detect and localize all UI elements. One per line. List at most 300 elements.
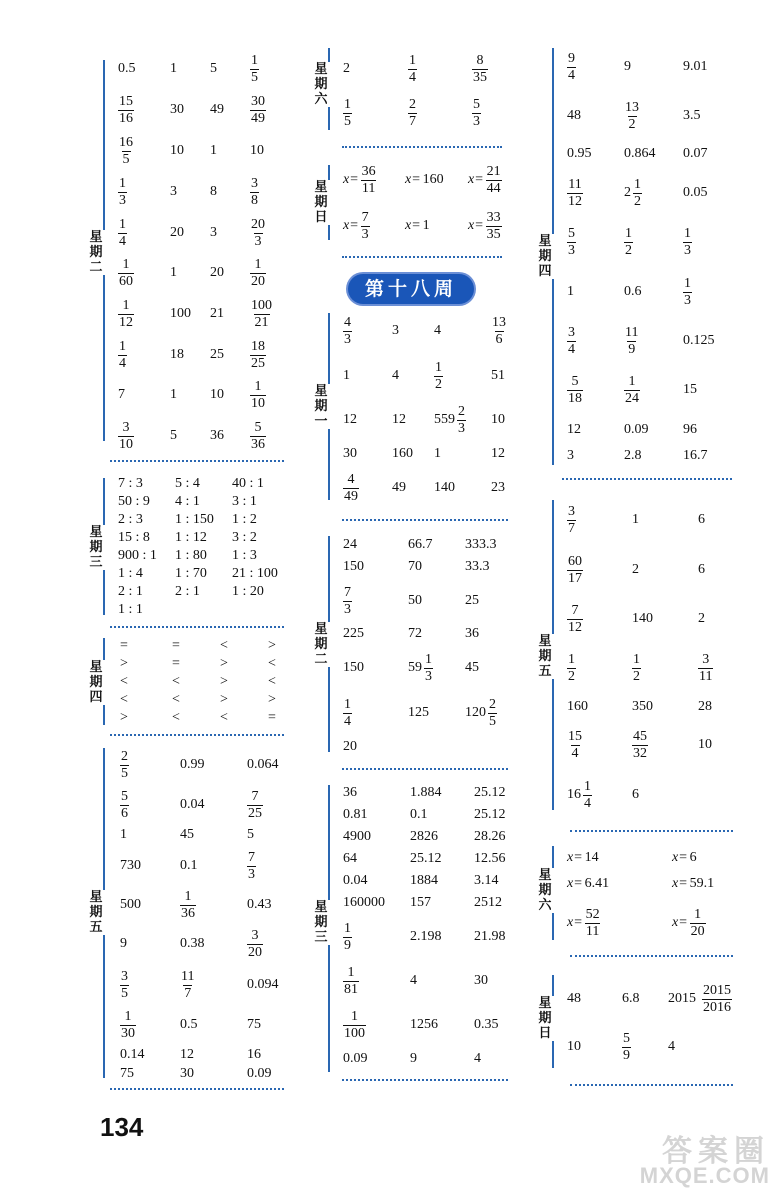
- answer-text: 1.884: [410, 785, 442, 800]
- fraction-denominator: 4: [409, 69, 416, 85]
- day-label: 星 期 五: [536, 634, 554, 679]
- answer-text: 0.04: [180, 797, 205, 812]
- fraction: [120, 1009, 136, 1042]
- section-divider: [570, 955, 733, 957]
- fraction-denominator: 6: [121, 805, 128, 821]
- answer-text: 2 : 3: [118, 512, 143, 527]
- fraction-numerator: 5: [121, 788, 128, 804]
- fraction-denominator: 44: [486, 180, 501, 196]
- fraction: [250, 339, 266, 372]
- section-divider: [342, 1079, 508, 1081]
- fraction-numerator: 1: [425, 651, 432, 667]
- day-label: 星 期 三: [87, 525, 105, 570]
- answer-text: 160: [567, 699, 588, 714]
- fraction-denominator: 17: [568, 570, 582, 586]
- answer-text: 0.35: [474, 1017, 499, 1032]
- answer-text: 3 : 1: [232, 494, 257, 509]
- fraction: [120, 969, 129, 1002]
- fraction: [567, 177, 583, 210]
- answer-text: 1: [434, 446, 441, 461]
- answer-text: <: [268, 656, 276, 671]
- fraction-numerator: 1: [684, 225, 691, 241]
- fraction-numerator: 1: [684, 275, 691, 291]
- fraction-numerator: 21: [486, 163, 501, 179]
- whole-part: 559: [434, 412, 455, 427]
- day-label: 星 期 一: [312, 384, 330, 429]
- fraction-denominator: 60: [119, 273, 133, 289]
- answer-text: 36: [210, 428, 224, 443]
- equation-variable: x=: [343, 218, 359, 233]
- fraction-denominator: 7: [568, 520, 575, 536]
- fraction-numerator: 36: [361, 163, 376, 179]
- equation-variable: x=: [672, 850, 688, 865]
- fraction-denominator: 10: [251, 395, 265, 411]
- answer-text: 72: [408, 626, 422, 641]
- fraction: [343, 1009, 366, 1042]
- fraction-denominator: 3: [473, 113, 480, 129]
- section-divider: [110, 1088, 284, 1090]
- section-divider: [570, 830, 733, 832]
- day-label: 星 期 三: [312, 900, 330, 945]
- answer-text: 160000: [343, 895, 385, 910]
- fraction-denominator: 25: [248, 805, 262, 821]
- fraction-denominator: 2: [435, 376, 442, 392]
- fraction: [118, 298, 134, 331]
- answer-text: 4: [392, 368, 399, 383]
- fraction: [424, 652, 433, 685]
- answer-text: 30: [343, 446, 357, 461]
- fraction-denominator: 9: [344, 937, 351, 953]
- answer-text: 1: [170, 387, 177, 402]
- answer-text: 9: [624, 59, 631, 74]
- answer-text: 14: [584, 850, 599, 865]
- answer-text: 4900: [343, 829, 371, 844]
- answer-text: 12: [491, 446, 505, 461]
- fraction: [118, 257, 134, 290]
- fraction-denominator: 49: [251, 110, 265, 126]
- fraction-numerator: 13: [492, 314, 506, 330]
- fraction-denominator: 20: [690, 923, 705, 939]
- fraction-denominator: 4: [584, 795, 591, 811]
- answer-text: 40 : 1: [232, 476, 264, 491]
- fraction-numerator: 45: [633, 728, 647, 744]
- fraction: [567, 374, 583, 407]
- answer-text: 2 : 1: [175, 584, 200, 599]
- section-divider: [110, 460, 284, 462]
- equation-variable: x=: [468, 172, 484, 187]
- fraction: [343, 315, 352, 348]
- answer-text: 20: [343, 739, 357, 754]
- answer-text: 10: [250, 143, 264, 158]
- answer-text: 59.1: [689, 876, 715, 891]
- fraction-denominator: 4: [568, 341, 575, 357]
- fraction-numerator: 3: [251, 175, 258, 191]
- answer-text: 49: [392, 480, 406, 495]
- fraction: [118, 94, 134, 127]
- answer-text: 7 : 3: [118, 476, 143, 491]
- answer-text: 28.26: [474, 829, 506, 844]
- answer-text: 2: [698, 611, 705, 626]
- answer-text: 23: [491, 480, 505, 495]
- answer-text: 0.094: [247, 977, 279, 992]
- fraction: [567, 652, 576, 685]
- fraction-denominator: 2: [625, 242, 632, 258]
- fraction-numerator: 16: [119, 134, 133, 150]
- fraction: [247, 928, 263, 961]
- section-divider: [110, 734, 284, 736]
- fraction-denominator: 2: [634, 193, 641, 209]
- answer-text: 0.04: [343, 873, 368, 888]
- mixed-number: [567, 779, 592, 812]
- answer-text: 2.8: [624, 448, 642, 463]
- answer-text: 20: [170, 225, 184, 240]
- mixed-number: [408, 652, 433, 685]
- answer-text: 1256: [410, 1017, 438, 1032]
- day-label: 星 期 日: [536, 996, 554, 1041]
- answer-text: 160: [422, 172, 444, 187]
- fraction-numerator: 9: [568, 50, 575, 66]
- fraction-denominator: 5: [251, 69, 258, 85]
- answer-text: 1 : 70: [175, 566, 207, 581]
- fraction: [633, 177, 642, 210]
- answer-text: >: [120, 710, 128, 725]
- fraction: [698, 652, 713, 685]
- fraction: [180, 969, 195, 1002]
- answer-text: 9.01: [683, 59, 708, 74]
- fraction-denominator: 11: [361, 180, 376, 196]
- answer-text: 48: [567, 991, 581, 1006]
- equation-variable: x=: [468, 218, 484, 233]
- fraction-numerator: 11: [181, 968, 195, 984]
- answer-text: 4: [434, 323, 441, 338]
- fraction-denominator: 32: [633, 745, 647, 761]
- day-label: 星 期 六: [536, 868, 554, 913]
- answer-text: <: [172, 692, 180, 707]
- fraction: [118, 135, 134, 168]
- day-label: 星 期 二: [312, 622, 330, 667]
- whole-part: 16: [567, 787, 581, 802]
- section-divider: [342, 519, 508, 521]
- answer-text: 2512: [474, 895, 502, 910]
- fraction: [408, 97, 417, 130]
- fraction-numerator: 11: [568, 176, 582, 192]
- answer-text: <: [220, 638, 228, 653]
- fraction-numerator: 5: [571, 373, 579, 389]
- answer-text: 21.98: [474, 929, 506, 944]
- answer-text: 25: [465, 593, 479, 608]
- fraction-numerator: 5: [568, 225, 575, 241]
- answer-text: 15 : 8: [118, 530, 150, 545]
- fraction-denominator: 4: [568, 67, 575, 83]
- answer-text: 4: [474, 1051, 481, 1066]
- fraction-numerator: 2015: [703, 982, 731, 998]
- section-divider: [342, 146, 502, 148]
- answer-text: 0.43: [247, 897, 272, 912]
- answer-text: 0.5: [180, 1017, 198, 1032]
- section-divider: [570, 1084, 733, 1086]
- fraction-denominator: 25: [251, 355, 265, 371]
- answer-text: 2: [632, 562, 639, 577]
- fraction: [247, 789, 263, 822]
- fraction-denominator: 9: [623, 1047, 630, 1063]
- answer-text: 0.864: [624, 146, 656, 161]
- answer-text: 12: [392, 412, 406, 427]
- fraction-numerator: 1: [435, 359, 442, 375]
- fraction-numerator: 1: [584, 778, 591, 794]
- answer-text: 75: [247, 1017, 261, 1032]
- watermark-url: MXQE.COM: [639, 1163, 770, 1188]
- answer-text: 0.07: [683, 146, 708, 161]
- answer-text: 10: [491, 412, 505, 427]
- answer-text: 30: [170, 102, 184, 117]
- fraction-numerator: 3: [568, 324, 575, 340]
- fraction-denominator: 4: [571, 745, 579, 761]
- fraction-numerator: 18: [251, 338, 265, 354]
- fraction-denominator: 5: [121, 985, 128, 1001]
- answer-text: 1884: [410, 873, 438, 888]
- fraction-denominator: 3: [119, 192, 126, 208]
- fraction-numerator: 3: [568, 503, 575, 519]
- answer-text: 25.12: [474, 785, 506, 800]
- fraction-numerator: 1: [347, 964, 355, 980]
- answer-text: >: [220, 692, 228, 707]
- answer-text: 5: [210, 61, 217, 76]
- fraction: [567, 51, 576, 84]
- day-label: 星 期 二: [87, 230, 105, 275]
- answer-text: 4: [668, 1039, 675, 1054]
- equation-variable: x=: [343, 172, 359, 187]
- fraction: [583, 779, 592, 812]
- fraction: [434, 360, 443, 393]
- answer-text: 1 : 12: [175, 530, 207, 545]
- fraction-denominator: 4: [119, 233, 126, 249]
- answer-text: 21 : 100: [232, 566, 278, 581]
- answer-text: 0.125: [683, 333, 715, 348]
- fraction: [250, 379, 266, 412]
- fraction: [567, 603, 583, 636]
- fraction-denominator: 5: [344, 113, 351, 129]
- answer-text: 1 : 80: [175, 548, 207, 563]
- answer-text: 8: [210, 184, 217, 199]
- fraction-denominator: 12: [119, 314, 133, 330]
- answer-text: <: [172, 710, 180, 725]
- fraction: [250, 94, 266, 127]
- answer-text: 0.95: [567, 146, 592, 161]
- fraction: [118, 420, 134, 453]
- fraction-numerator: 1: [254, 378, 262, 394]
- answer-text: 6: [689, 850, 697, 865]
- answer-text: 0.99: [180, 757, 205, 772]
- fraction-denominator: 12: [568, 619, 582, 635]
- fraction-denominator: 3: [568, 242, 575, 258]
- answer-text: 30: [474, 973, 488, 988]
- answer-text: <: [268, 674, 276, 689]
- answer-text: 25.12: [410, 851, 442, 866]
- fraction: [118, 217, 127, 250]
- fraction: [567, 325, 576, 358]
- answer-text: 0.5: [118, 61, 136, 76]
- fraction: [250, 217, 266, 250]
- answer-text: <: [120, 692, 128, 707]
- answer-text: 12: [567, 422, 581, 437]
- answer-text: 0.09: [343, 1051, 368, 1066]
- fraction-denominator: 3: [684, 292, 691, 308]
- answer-text: 66.7: [408, 537, 433, 552]
- fraction-denominator: 2016: [703, 999, 731, 1015]
- fraction-numerator: 8: [476, 52, 484, 68]
- answer-text: 150: [343, 559, 364, 574]
- answer-text: 1: [170, 61, 177, 76]
- fraction-numerator: 100: [251, 297, 272, 313]
- answer-text: >: [268, 692, 276, 707]
- fraction-numerator: 20: [251, 216, 265, 232]
- fraction-numerator: 1: [344, 920, 351, 936]
- fraction-numerator: 13: [625, 99, 639, 115]
- fraction-denominator: 3: [425, 668, 432, 684]
- fraction: [250, 420, 266, 453]
- page-number: 134: [100, 1112, 144, 1142]
- fraction-numerator: 2: [409, 96, 416, 112]
- answer-text: 28: [698, 699, 712, 714]
- fraction-numerator: 1: [344, 96, 351, 112]
- fraction-numerator: 52: [585, 906, 600, 922]
- fraction-denominator: 3: [344, 331, 351, 347]
- answer-text: 50 : 9: [118, 494, 150, 509]
- fraction: [472, 97, 481, 130]
- equation-variable: x=: [405, 172, 421, 187]
- answer-text: >: [220, 656, 228, 671]
- answer-text: 9: [120, 936, 127, 951]
- section-divider: [342, 256, 502, 258]
- answer-text: 500: [120, 897, 141, 912]
- fraction-numerator: 1: [119, 216, 126, 232]
- fraction-numerator: 1: [625, 225, 632, 241]
- fraction: [247, 850, 256, 883]
- answer-text: 150: [343, 660, 364, 675]
- answer-text: >: [120, 656, 128, 671]
- answer-text: 125: [408, 705, 429, 720]
- fraction-numerator: 7: [361, 209, 369, 225]
- fraction-numerator: 7: [571, 602, 579, 618]
- fraction: [624, 325, 639, 358]
- fraction-numerator: 3: [121, 968, 128, 984]
- answer-text: 10: [170, 143, 184, 158]
- fraction: [683, 276, 692, 309]
- answer-text: 0.064: [247, 757, 279, 772]
- answer-text: 4: [410, 973, 417, 988]
- answer-text: 160: [392, 446, 413, 461]
- fraction: [472, 53, 488, 86]
- fraction-numerator: 1: [184, 888, 192, 904]
- answer-text: 2826: [410, 829, 438, 844]
- fraction-denominator: 16: [119, 110, 133, 126]
- fraction: [118, 176, 127, 209]
- answer-text: 30: [180, 1066, 194, 1081]
- watermark-logo: [600, 1135, 770, 1188]
- fraction-numerator: 1: [568, 651, 575, 667]
- fraction-denominator: 30: [121, 1025, 135, 1041]
- answer-text: 350: [632, 699, 653, 714]
- day-label: 星 期 日: [312, 180, 330, 225]
- fraction: [343, 697, 352, 730]
- fraction-numerator: 1: [628, 373, 636, 389]
- answer-text: 2: [343, 61, 350, 76]
- fraction: [632, 729, 648, 762]
- fraction-denominator: 81: [344, 981, 358, 997]
- fraction-denominator: 49: [344, 488, 358, 504]
- fraction: [702, 983, 732, 1016]
- fraction-numerator: 33: [486, 209, 501, 225]
- answer-text: 10: [210, 387, 224, 402]
- answer-text: =: [120, 638, 128, 653]
- answer-text: 333.3: [465, 537, 497, 552]
- fraction-denominator: 3: [254, 233, 262, 249]
- fraction-numerator: 1: [634, 176, 641, 192]
- equation-variable: x=: [672, 915, 688, 930]
- answer-text: 1 : 3: [232, 548, 257, 563]
- fraction: [343, 965, 359, 998]
- fraction-denominator: 2: [568, 668, 575, 684]
- fraction: [250, 298, 273, 331]
- fraction-denominator: 7: [409, 113, 416, 129]
- answer-text: <: [120, 674, 128, 689]
- fraction: [250, 53, 259, 86]
- fraction-numerator: 15: [568, 728, 582, 744]
- answer-text: 70: [408, 559, 422, 574]
- fraction-numerator: 4: [347, 471, 355, 487]
- answer-text: 48: [567, 108, 581, 123]
- fraction-denominator: 4: [344, 713, 351, 729]
- answer-text: 0.09: [247, 1066, 272, 1081]
- fraction-denominator: 3: [248, 866, 255, 882]
- fraction-numerator: 15: [119, 93, 133, 109]
- answer-text: =: [172, 638, 180, 653]
- fraction-denominator: 24: [625, 390, 639, 406]
- answer-text: 1: [210, 143, 217, 158]
- fraction: [343, 97, 352, 130]
- fraction-numerator: 1: [633, 651, 640, 667]
- answer-text: 900 : 1: [118, 548, 157, 563]
- answer-text: 1 : 150: [175, 512, 214, 527]
- fraction-denominator: 11: [585, 923, 600, 939]
- answer-text: >: [220, 674, 228, 689]
- answer-text: 9: [410, 1051, 417, 1066]
- answer-text: 50: [408, 593, 422, 608]
- fraction-denominator: 8: [251, 192, 258, 208]
- answer-text: 49: [210, 102, 224, 117]
- equation-variable: x=: [405, 218, 421, 233]
- fraction-numerator: 1: [694, 906, 702, 922]
- fraction: [624, 374, 640, 407]
- answer-text: 45: [465, 660, 479, 675]
- fraction: [343, 585, 352, 618]
- answer-text: 21: [210, 306, 224, 321]
- answer-text: 16.7: [683, 448, 708, 463]
- answer-text: =: [268, 710, 276, 725]
- answer-text: 0.14: [120, 1047, 145, 1062]
- answer-text: 25.12: [474, 807, 506, 822]
- fraction-numerator: 7: [248, 849, 255, 865]
- fraction-denominator: 3: [344, 601, 351, 617]
- answer-text: 0.05: [683, 185, 708, 200]
- answer-text: =: [172, 656, 180, 671]
- whole-part: 2: [624, 185, 631, 200]
- section-divider: [562, 478, 732, 480]
- fraction: [457, 404, 466, 437]
- fraction: [567, 554, 583, 587]
- answer-text: 10: [567, 1039, 581, 1054]
- answer-text: 1: [120, 827, 127, 842]
